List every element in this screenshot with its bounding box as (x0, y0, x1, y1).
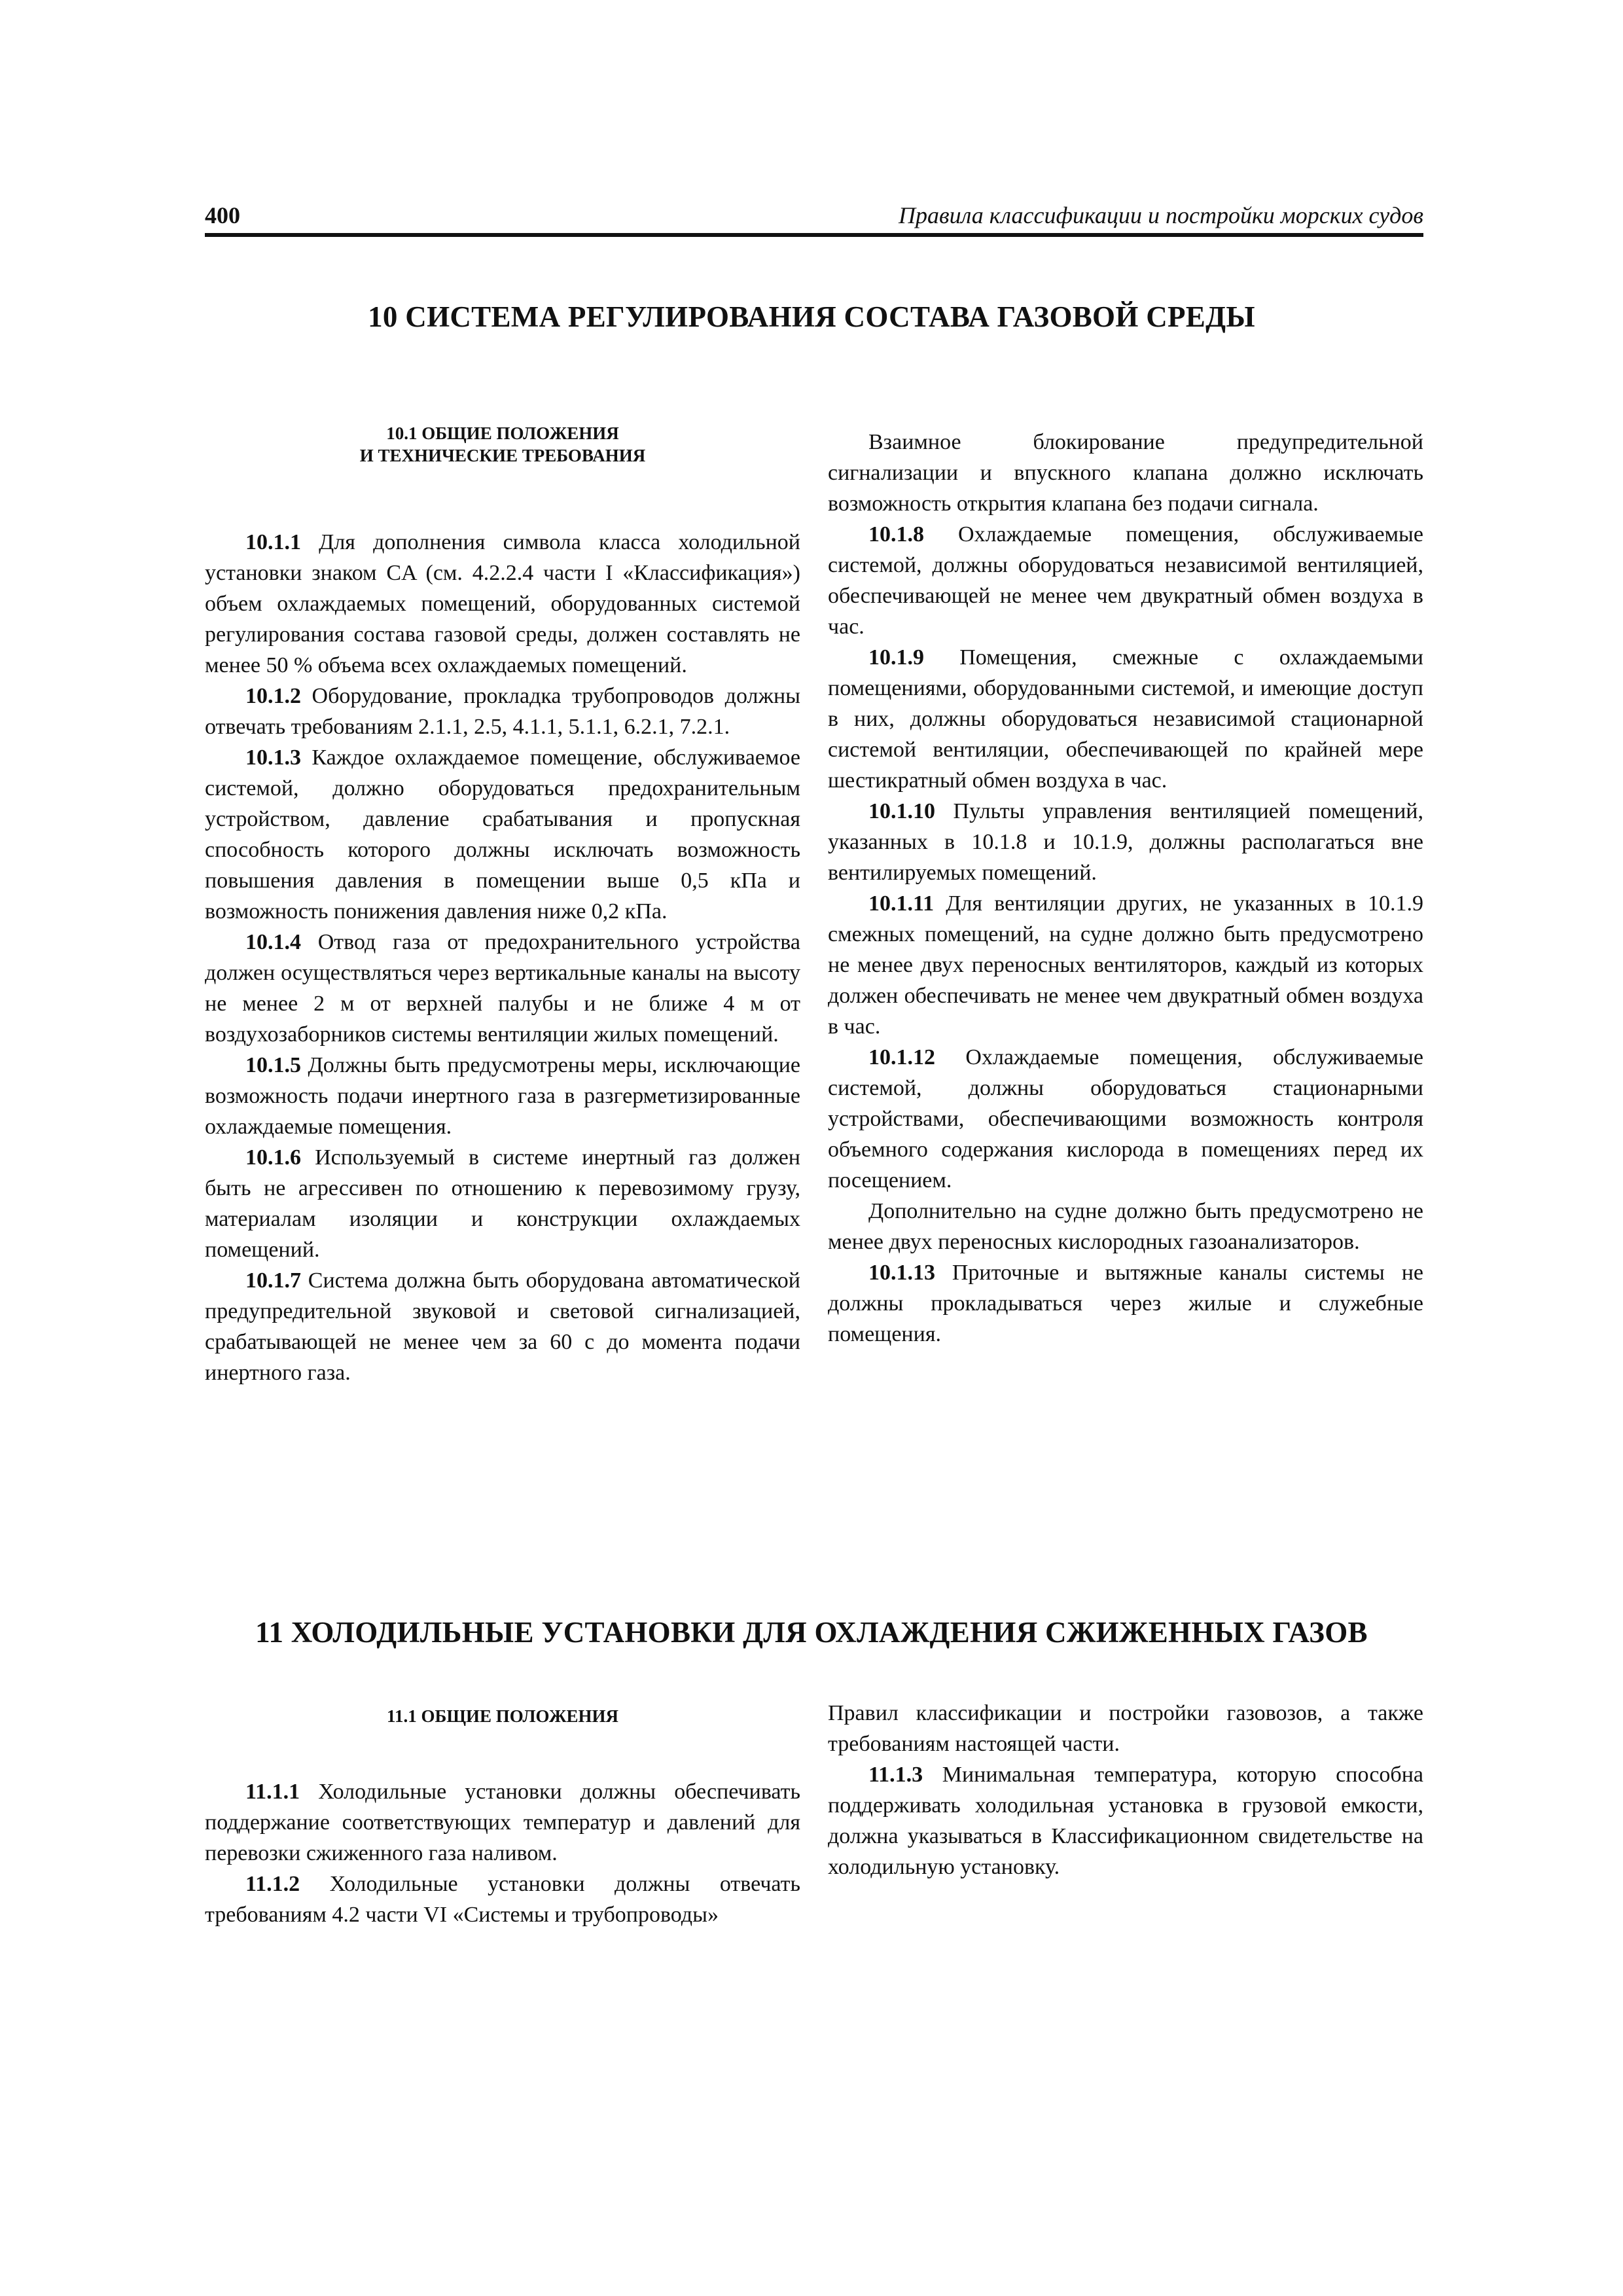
clause-text: Пульты управления вентиляцией помещений, указанных в 10.1.8 и 10.1.9, должны располагаться вне вентилируемых помещений. (828, 799, 1423, 885)
clause-text: Для дополнения символа класса холодильной установки знаком CA (см. 4.2.2.4 части I «Классификация») объем охлаждаемых помещений, оборудованных системой регулирования состава газовой среды, должен составлять не менее 50 % объема всех охлаждаемых помещений. (205, 530, 800, 677)
clause-text: Оборудование, прокладка трубопроводов должны отвечать требованиям 2.1.1, 2.5, 4.1.1, 5.1.1, 6.2.1, 7.2.1. (205, 684, 800, 739)
paragraph (828, 796, 1423, 888)
paragraph (828, 888, 1423, 1042)
clause-number: 10.1.8 (868, 522, 924, 547)
chapter-10-right-column (828, 427, 1423, 1350)
paragraph (828, 519, 1423, 642)
clause-number: 10.1.1 (245, 530, 301, 554)
paragraph (205, 1142, 800, 1265)
paragraph (205, 681, 800, 742)
clause-text: Должны быть предусмотрены меры, исключающие возможность подачи инертного газа в разгерметизированные охлаждаемые помещения. (205, 1053, 800, 1139)
paragraph (205, 527, 800, 681)
clause-number: 10.1.2 (245, 684, 301, 708)
clause-text: Правил классификации и постройки газовозов, а также требованиям настоящей части. (828, 1701, 1423, 1756)
clause-number: 10.1.7 (245, 1268, 301, 1293)
paragraph (828, 1759, 1423, 1882)
paragraph (828, 642, 1423, 796)
clause-number: 10.1.11 (868, 891, 935, 916)
clause-text: Холодильные установки должны отвечать требованиям 4.2 части VI «Системы и трубопроводы» (205, 1872, 800, 1927)
clause-text: Дополнительно на судне должно быть предусмотрено не менее двух переносных кислородных газоанализаторов. (828, 1199, 1423, 1254)
clause-number: 11.1.2 (245, 1872, 300, 1896)
clause-number: 10.1.4 (245, 930, 301, 954)
chapter-11-left-column (205, 1705, 800, 1930)
chapter-11-title: 11 ХОЛОДИЛЬНЫЕ УСТАНОВКИ ДЛЯ ОХЛАЖДЕНИЯ СЖИЖЕННЫХ ГАЗОВ (255, 1616, 1368, 1649)
clause-number: 10.1.5 (245, 1053, 301, 1077)
clause-text: Каждое охлаждаемое помещение, обслуживаемое системой, должно оборудоваться предохранительным устройством, давление срабатывания и пропускная способность которого должны исключать возможность повышения давления в помещении выше 0,5 кПа и возможность понижения давления ниже 0,2 кПа. (205, 745, 800, 924)
clause-text: Приточные и вытяжные каналы системы не должны прокладываться через жилые и служебные помещения. (828, 1261, 1423, 1346)
clause-text: Отвод газа от предохранительного устройства должен осуществляться через вертикальные каналы на высоту не менее 2 м от верхней палубы и не ближе 4 м от воздухозаборников системы вентиляции жилых помещений. (205, 930, 800, 1047)
clause-number: 11.1.3 (868, 1763, 923, 1787)
clause-number: 10.1.13 (868, 1261, 935, 1285)
chapter-10-title: 10 СИСТЕМА РЕГУЛИРОВАНИЯ СОСТАВА ГАЗОВОЙ СРЕДЫ (368, 300, 1255, 333)
clause-text: Используемый в системе инертный газ должен быть не агрессивен по отношению к перевозимому грузу, материалам изоляции и конструкции охлаждаемых помещений. (205, 1145, 800, 1262)
paragraph (205, 1869, 800, 1930)
clause-text: Для вентиляции других, не указанных в 10.1.9 смежных помещений, на судне должно быть предусмотрено не менее двух переносных вентиляторов, каждый из которых должен обеспечивать не менее чем двукратный обмен воздуха в час. (828, 891, 1423, 1039)
clause-text: Холодильные установки должны обеспечивать поддержание соответствующих температур и давлений для перевозки сжиженного газа наливом. (205, 1780, 800, 1865)
page-header (205, 196, 1423, 237)
paragraph (828, 1698, 1423, 1759)
page-number: 400 (205, 202, 240, 228)
paragraph (205, 1050, 800, 1142)
section-heading-line: И ТЕХНИЧЕСКИЕ ТРЕБОВАНИЯ (359, 446, 646, 465)
clause-number: 10.1.12 (868, 1045, 935, 1069)
section-11-1-heading: 11.1 ОБЩИЕ ПОЛОЖЕНИЯ (386, 1706, 619, 1726)
clause-text: Взаимное блокирование предупредительной сигнализации и впускного клапана должно исключать возможность открытия клапана без подачи сигнала. (828, 430, 1423, 516)
paragraph (205, 1776, 800, 1869)
clause-number: 10.1.10 (868, 799, 935, 823)
clause-text: Охлаждаемые помещения, обслуживаемые системой, должны оборудоваться независимой вентиляцией, обеспечивающей не менее чем двукратный обмен воздуха в час. (828, 522, 1423, 639)
section-10-1-heading (205, 422, 800, 467)
paragraph (205, 927, 800, 1050)
chapter-10-left-column (205, 422, 800, 1388)
paragraph (205, 1265, 800, 1388)
clause-number: 10.1.9 (868, 645, 924, 670)
section-heading-line: 10.1 ОБЩИЕ ПОЛОЖЕНИЯ (386, 423, 619, 443)
clause-number: 10.1.6 (245, 1145, 301, 1170)
clause-text: Охлаждаемые помещения, обслуживаемые системой, должны оборудоваться стационарными устройствами, обеспечивающими возможность контроля объемного содержания кислорода в помещениях перед их посещением. (828, 1045, 1423, 1193)
paragraph (828, 1196, 1423, 1257)
paragraph (828, 1042, 1423, 1196)
running-title: Правила классификации и постройки морских судов (899, 202, 1423, 228)
clause-number: 10.1.3 (245, 745, 301, 770)
clause-text: Минимальная температура, которую способна поддерживать холодильная установка в грузовой емкости, должна указываться в Классификационном свидетельстве на холодильную установку. (828, 1763, 1423, 1879)
clause-text: Система должна быть оборудована автоматической предупредительной звуковой и световой сигнализацией, срабатывающей не менее чем за 60 с до момента подачи инертного газа. (205, 1268, 800, 1385)
clause-text: Помещения, смежные с охлаждаемыми помещениями, оборудованными системой, и имеющие доступ в них, должны оборудоваться независимой стационарной системой вентиляции, обеспечивающей по крайней мере шестикратный обмен воздуха в час. (828, 645, 1423, 793)
paragraph (205, 742, 800, 927)
paragraph (828, 427, 1423, 519)
paragraph (828, 1257, 1423, 1350)
chapter-11-right-column (828, 1698, 1423, 1882)
clause-number: 11.1.1 (245, 1780, 300, 1804)
